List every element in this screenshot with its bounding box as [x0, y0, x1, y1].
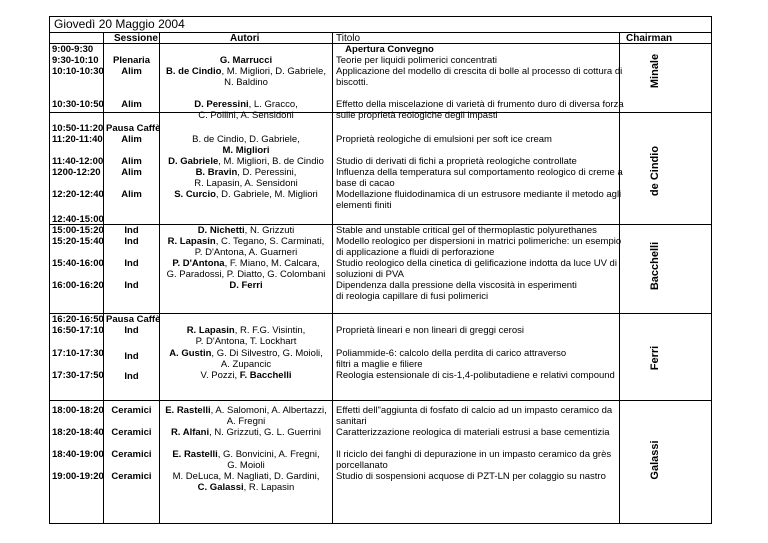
authors-r21-line2: G. Moioli	[227, 460, 265, 471]
time-r15: 16:20-16:50	[52, 314, 104, 325]
session-r16: Ind	[124, 325, 139, 336]
title-r18: Reologia estensionale di cis-1,4-polibutadiene e relativi compound	[336, 370, 615, 381]
time-r20: 18:20-18:40	[52, 427, 104, 438]
title-r8: Influenza della temperatura sul comportamento reologico di creme a	[336, 167, 623, 178]
authors-r3-line2: N. Baldino	[224, 77, 268, 88]
schedule-sheet	[49, 16, 712, 524]
session-r11: Ind	[124, 225, 139, 236]
time-r5: 10:50-11:20	[52, 123, 104, 134]
session-r18: Ind	[124, 371, 139, 382]
chairman-4: Ferri	[649, 345, 661, 371]
title-r2: Teorie per liquidi polimerici concentrati	[336, 55, 498, 66]
authors-r11: D. Nichetti, N. Grizzuti	[197, 225, 295, 236]
authors-r6: B. de Cindio, D. Gabriele,	[192, 134, 300, 145]
time-r8: 1200-12:20	[52, 167, 101, 178]
title-r17-line2: filtri a maglie e filiere	[336, 359, 423, 370]
section-line-4	[50, 400, 711, 401]
session-r20: Ceramici	[111, 427, 152, 438]
chairman-3: Bacchelli	[649, 241, 661, 291]
session-r17: Ind	[124, 351, 139, 362]
session-r22: Ceramici	[111, 471, 152, 482]
authors-r22-line2: C. Galassi, R. Lapasin	[197, 482, 295, 493]
title-r3-line2: biscotti.	[336, 77, 369, 88]
authors-r4: D. Peressini, L. Gracco,	[194, 99, 298, 110]
authors-r13-line2: G. Paradossi, P. Diatto, G. Colombani	[166, 269, 326, 280]
title-r4-line2: sulle proprietà reologiche degli impasti	[336, 110, 498, 121]
authors-r16-line2: P. D'Antona, T. Lockhart	[195, 336, 297, 347]
session-r12: Ind	[124, 236, 139, 247]
chairman-2: de Cindio	[649, 145, 661, 197]
day-title: Giovedì 20 Maggio 2004	[54, 17, 185, 31]
col-divider-authors	[332, 33, 333, 523]
session-r13: Ind	[124, 258, 139, 269]
title-r22: Studio di sospensioni acquose di PZT-LN per colaggio su nastro	[336, 471, 606, 482]
header-titolo: Titolo	[336, 33, 361, 44]
title-r9-line2: elementi finiti	[336, 200, 392, 211]
authors-r8-line2: R. Lapasin, A. Sensidoni	[194, 178, 298, 189]
session-r3: Alim	[121, 66, 142, 77]
authors-r12-line2: P. D'Antona, A. Guarneri	[194, 247, 298, 258]
time-r7: 11:40-12:00	[52, 156, 104, 167]
title-r3: Applicazione del modello di crescita di bolle al processo di cottura di	[336, 66, 623, 77]
chairman-5: Galassi	[649, 440, 661, 480]
title-r14: Dipendenza dalla pressione della viscosità in esperimenti	[336, 280, 577, 291]
title-r17: Poliammide-6: calcolo della perdita di carico attraverso	[336, 348, 567, 359]
chairman-1: Minale	[649, 53, 661, 89]
authors-r7: D. Gabriele, M. Migliori, B. de Cindio	[168, 156, 324, 167]
authors-r12: R. Lapasin, C. Tegano, S. Carminati,	[167, 236, 325, 247]
session-r19: Ceramici	[111, 405, 152, 416]
authors-r19: E. Rastelli, A. Salomoni, A. Albertazzi,	[165, 405, 327, 416]
time-r4: 10:30-10:50	[52, 99, 104, 110]
session-r6: Alim	[121, 134, 142, 145]
time-r3: 10:10-10:30	[52, 66, 104, 77]
authors-r3: B. de Cindio, M. Migliori, D. Gabriele,	[166, 66, 326, 77]
title-r9: Modellazione fluidodinamica di un estrusore mediante il metodo agli	[336, 189, 622, 200]
time-r16: 16:50-17:10	[52, 325, 104, 336]
session-r2: Plenaria	[113, 55, 150, 66]
time-r22: 19:00-19:20	[52, 471, 104, 482]
title-r19: Effetti dell"aggiunta di fosfato di calcio ad un impasto ceramico da	[336, 405, 613, 416]
title-r19-line2: sanitari	[336, 416, 367, 427]
authors-r2: G. Marrucci	[219, 55, 273, 66]
time-r2: 9:30-10:10	[52, 55, 99, 66]
title-r4: Effetto della miscelazione di varietà di frumento duro di diversa forza	[336, 99, 624, 110]
time-r14: 16:00-16:20	[52, 280, 104, 291]
authors-r14: D. Ferri	[229, 280, 263, 291]
authors-r17-line2: A. Zupancic	[220, 359, 272, 370]
authors-r6-line2: M. Migliori	[222, 145, 270, 156]
session-r15: Pausa Caffè	[106, 314, 161, 325]
title-r13: Studio reologico della cinetica di gelificazione indotta da luce UV di	[336, 258, 617, 269]
time-r12: 15:20-15:40	[52, 236, 104, 247]
time-r10: 12:40-15:00	[52, 214, 104, 225]
title-r7: Studio di derivati di fichi a proprietà reologiche controllate	[336, 156, 577, 167]
title-r13-line2: soluzioni di PVA	[336, 269, 404, 280]
authors-r18: V. Pozzi, F. Bacchelli	[200, 370, 292, 381]
title-r12-line2: di applicazione a fluidi di perforazione	[336, 247, 495, 258]
authors-r16: R. Lapasin, R. F.G. Visintin,	[186, 325, 306, 336]
authors-r17: A. Gustin, G. Di Silvestro, G. Moioli,	[169, 348, 323, 359]
header-chairman: Chairman	[626, 33, 673, 44]
authors-r19-line2: A. Fregni	[226, 416, 266, 427]
session-r4: Alim	[121, 99, 142, 110]
authors-r9: S. Curcio, D. Gabriele, M. Migliori	[174, 189, 318, 200]
session-r5: Pausa Caffè	[106, 123, 161, 134]
apertura: Apertura Convegno	[345, 44, 434, 55]
authors-r13: P. D'Antona, F. Miano, M. Calcara,	[172, 258, 320, 269]
authors-r20: R. Alfani, N. Grizzuti, G. L. Guerrini	[170, 427, 322, 438]
title-r14-line2: di reologia capillare di fusi polimerici	[336, 291, 489, 302]
time-r17: 17:10-17:30	[52, 348, 104, 359]
session-r7: Alim	[121, 156, 142, 167]
time-r13: 15:40-16:00	[52, 258, 104, 269]
title-r6: Proprietà reologiche di emulsioni per soft ice cream	[336, 134, 552, 145]
time-r9: 12:20-12:40	[52, 189, 104, 200]
header-autori: Autori	[230, 33, 260, 44]
title-r21-line2: porcellanato	[336, 460, 388, 471]
header-sessione: Sessione	[114, 33, 158, 44]
title-r11: Stable and unstable critical gel of thermoplastic polyurethanes	[336, 225, 597, 236]
session-r14: Ind	[124, 280, 139, 291]
authors-r4-line2: C. Pollini, A. Sensidoni	[198, 110, 294, 121]
title-r20: Caratterizzazione reologica di materiali estrusi a base cementizia	[336, 427, 610, 438]
title-r12: Modello reologico per dispersioni in matrici polimeriche: un esempio	[336, 236, 622, 247]
time-r19: 18:00-18:20	[52, 405, 104, 416]
time-r21: 18:40-19:00	[52, 449, 104, 460]
time-r11: 15:00-15:20	[52, 225, 104, 236]
time-r18: 17:30-17:50	[52, 370, 104, 381]
title-r21: Il riciclo dei fanghi di depurazione in un impasto ceramico da grès	[336, 449, 612, 460]
day-header	[50, 17, 711, 33]
session-r8: Alim	[121, 167, 142, 178]
title-r8-line2: base di cacao	[336, 178, 395, 189]
session-r9: Alim	[121, 189, 142, 200]
authors-r21: E. Rastelli, G. Bonvicini, A. Fregni,	[172, 449, 320, 460]
session-r21: Ceramici	[111, 449, 152, 460]
authors-r8: B. Bravin, D. Peressini,	[195, 167, 297, 178]
time-r1: 9:00-9:30	[52, 44, 94, 55]
authors-r22: M. DeLuca, M. Nagliati, D. Gardini,	[172, 471, 320, 482]
title-r16: Proprietà lineari e non lineari di greggi cerosi	[336, 325, 524, 336]
time-r6: 11:20-11:40	[52, 134, 103, 145]
